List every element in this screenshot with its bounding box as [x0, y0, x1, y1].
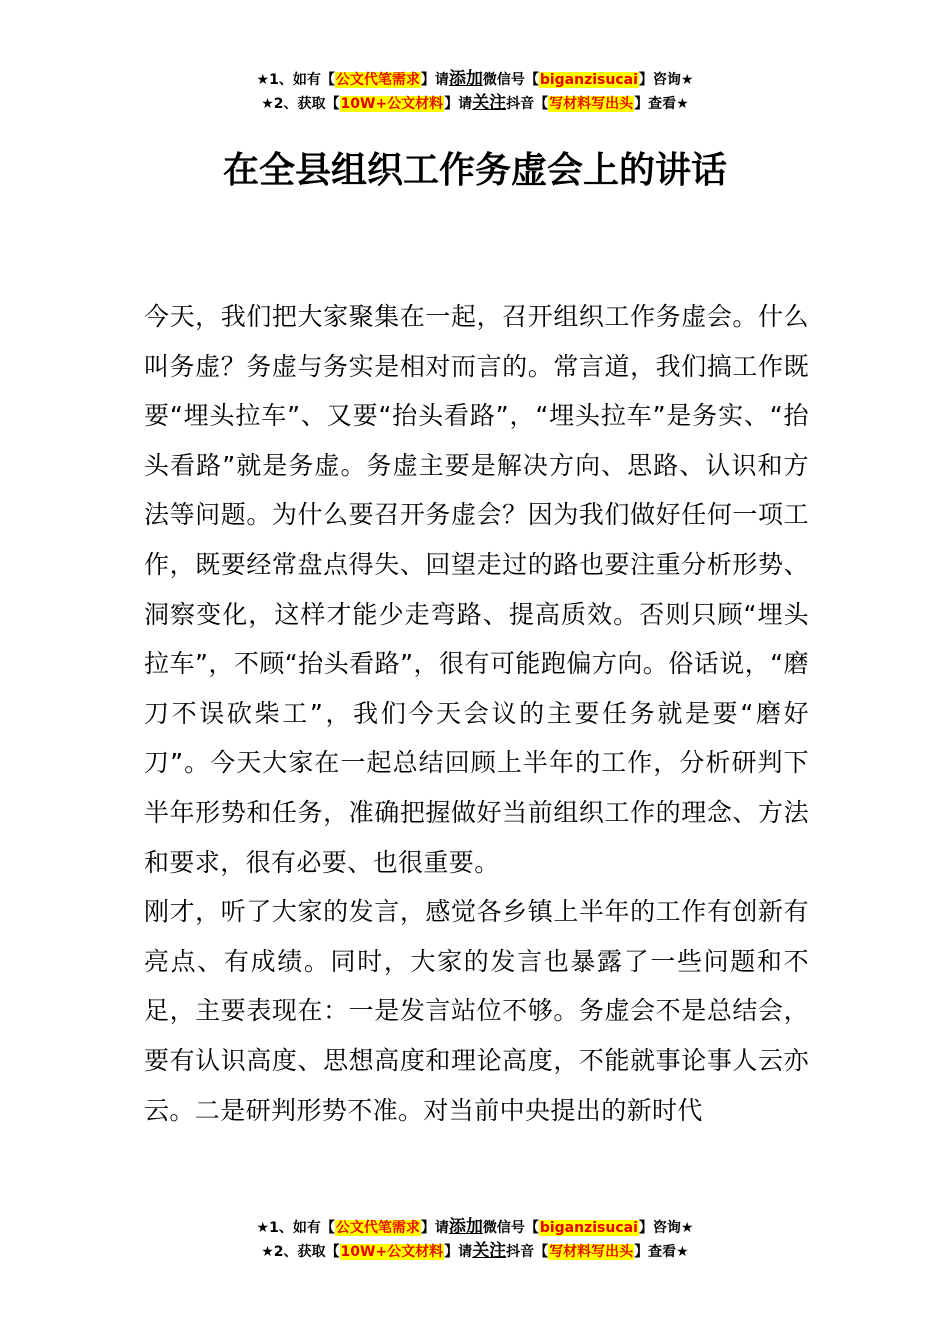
promo-highlight-service: 公文代笔需求	[335, 72, 420, 88]
promo-footer-highlight-douyin-account: 写材料写出头	[549, 1244, 634, 1260]
promo-emphasis-add: 添加	[448, 69, 483, 89]
promo-line-2-mid: 】请	[444, 96, 473, 112]
promo-footer-highlight-materials: 10W+公文材料	[340, 1244, 444, 1260]
promo-line-2-mid2: 抖音【	[506, 96, 549, 112]
promo-header	[0, 68, 950, 116]
promo-footer-line-2-prefix: ★2、获取【	[261, 1244, 340, 1260]
promo-footer-highlight-service: 公文代笔需求	[335, 1220, 420, 1236]
promo-footer-line-1-mid2: 微信号【	[482, 1220, 539, 1236]
promo-footer	[0, 1216, 950, 1264]
promo-footer-line-1	[0, 1216, 950, 1240]
paragraph-1: 今天，我们把大家聚集在一起，召开组织工作务虚会。什么叫务虚？务虚与务实是相对而言的。常言道，我们搞工作既要“埋头拉车”、又要“抬头看路”，“埋头拉车”是务实、“抬头看路”就是务虚。务虚主要是解决方向、思路、认识和方法等问题。为什么要召开务虚会？因为我们做好任何一项工作，既要经常盘点得失、回望走过的路也要注重分析形势、洞察变化，这样才能少走弯路、提高质效。否则只顾“埋头拉车”，不顾“抬头看路”，很有可能跑偏方向。俗话说，“磨刀不误砍柴工”，我们今天会议的主要任务就是要“磨好刀”。今天大家在一起总结回顾上半年的工作，分析研判下半年形势和任务，准确把握做好当前组织工作的理念、方法和要求，很有必要、也很重要。	[144, 302, 809, 877]
promo-line-1-mid2: 微信号【	[482, 72, 539, 88]
document-title: 在全县组织工作务虚会上的讲话	[222, 150, 727, 191]
promo-highlight-materials: 10W+公文材料	[340, 96, 444, 112]
promo-line-2-suffix: 】查看★	[634, 96, 689, 112]
promo-footer-line-1-mid: 】请	[420, 1220, 449, 1236]
promo-line-2-prefix: ★2、获取【	[261, 96, 340, 112]
promo-footer-line-2	[0, 1240, 950, 1264]
promo-footer-emphasis-add: 添加	[448, 1217, 483, 1237]
promo-highlight-douyin-account: 写材料写出头	[549, 96, 634, 112]
promo-line-1-prefix: ★1、如有【	[256, 72, 335, 88]
promo-highlight-wechat-id: biganzisucai	[539, 72, 638, 88]
promo-line-1-mid: 】请	[420, 72, 449, 88]
promo-line-1	[0, 68, 950, 92]
paragraph-2: 刚才，听了大家的发言，感觉各乡镇上半年的工作有创新有亮点、有成绩。同时，大家的发言也暴露了一些问题和不足，主要表现在：一是发言站位不够。务虚会不是总结会，要有认识高度、思想高度和理论高度，不能就事论事人云亦云。二是研判形势不准。对当前中央提出的新时代	[144, 897, 809, 1125]
promo-footer-highlight-wechat-id: biganzisucai	[539, 1220, 638, 1236]
promo-line-2	[0, 92, 950, 116]
promo-line-1-suffix: 】咨询★	[638, 72, 694, 88]
promo-footer-line-2-mid2: 抖音【	[506, 1244, 549, 1260]
promo-footer-line-1-suffix: 】咨询★	[638, 1220, 694, 1236]
promo-footer-line-1-prefix: ★1、如有【	[256, 1220, 335, 1236]
promo-footer-line-2-mid: 】请	[444, 1244, 473, 1260]
promo-footer-emphasis-follow: 关注	[472, 1241, 507, 1261]
document-body	[144, 292, 809, 1182]
promo-emphasis-follow: 关注	[472, 93, 507, 113]
promo-footer-line-2-suffix: 】查看★	[634, 1244, 689, 1260]
